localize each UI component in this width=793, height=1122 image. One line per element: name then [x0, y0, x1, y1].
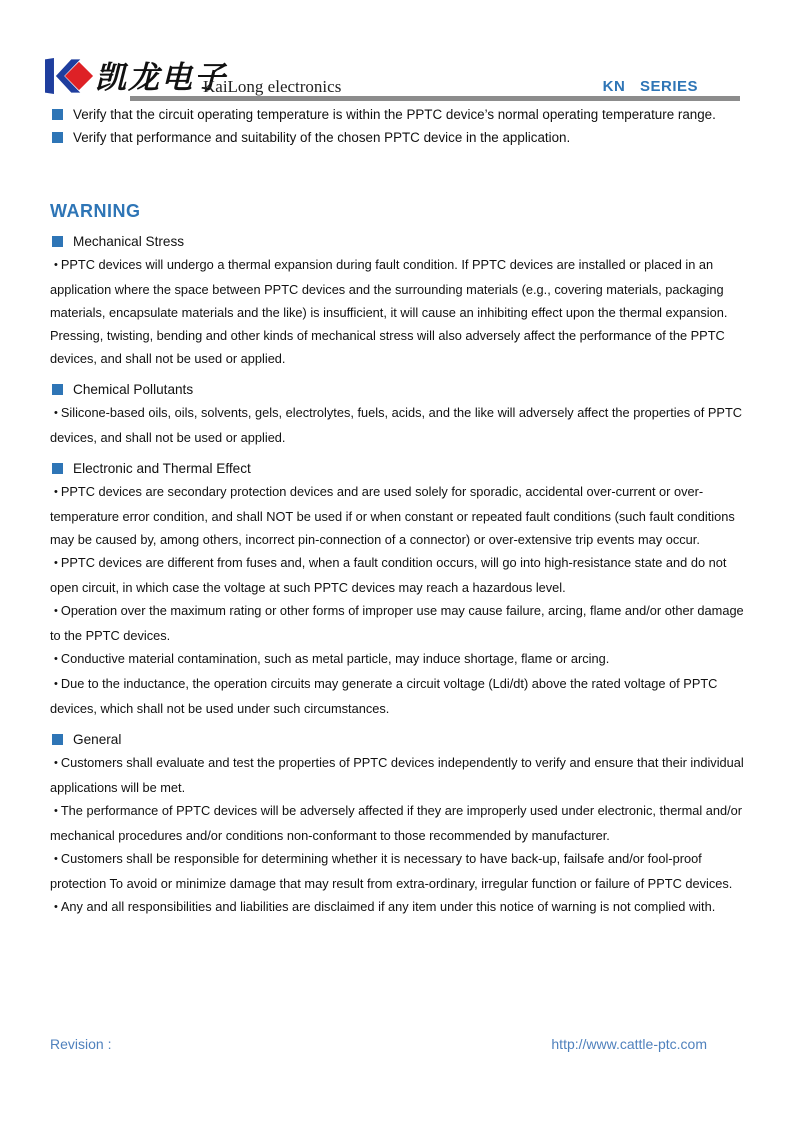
- logo-chinese-text: 凯龙电子: [95, 60, 227, 96]
- paragraph-text: Due to the inductance, the operation circuits may generate a circuit voltage (Ldi/dt) above the rated voltage of PPTC devices, which shall not be used under such circumstances.: [50, 676, 718, 716]
- bullet-icon: [50, 899, 61, 914]
- paragraph-text: The performance of PPTC devices will be adversely affected if they are improperly used under electronic, thermal and/or mechanical procedures and/or conditions non-conformant to those recommended by manufacturer.: [50, 803, 743, 843]
- header-divider: [130, 96, 740, 101]
- paragraph-text: Customers shall be responsible for determining whether it is necessary to have back-up, failsafe and/or fool-proof protection To avoid or minimize damage that may result from extra-ordinary, irregular function or failure of PPTC devices.: [50, 851, 733, 891]
- bullet-icon: [50, 484, 61, 499]
- bullet-icon: [50, 755, 61, 770]
- paragraph-text: Operation over the maximum rating or other forms of improper use may cause failure, arcing, flame and/or other damage to the PPTC devices.: [50, 603, 744, 643]
- bullet-icon: [50, 803, 61, 818]
- warning-paragraph: [50, 847, 747, 895]
- section-heading-text: Electronic and Thermal Effect: [73, 461, 251, 476]
- warning-paragraph: [50, 253, 747, 370]
- intro-bullet-text: Verify that performance and suitability of the chosen PPTC device in the application.: [73, 130, 571, 145]
- bullet-icon: [50, 651, 61, 666]
- paragraph-text: Customers shall evaluate and test the properties of PPTC devices independently to verify and ensure that their individual applications will be met.: [50, 755, 744, 795]
- intro-bullet-text: Verify that the circuit operating temperature is within the PPTC device’s normal operating temperature range.: [73, 107, 716, 122]
- section-heading-text: Chemical Pollutants: [73, 382, 194, 397]
- warning-paragraph: [50, 751, 747, 799]
- warning-paragraph: [50, 672, 747, 720]
- kailong-logo-icon: [45, 48, 95, 109]
- section-heading-general: [50, 729, 747, 751]
- bullet-square-icon: [52, 132, 63, 143]
- warning-paragraph: [50, 895, 747, 920]
- intro-bullet-item: [50, 103, 747, 126]
- section-heading-electronic-thermal-effect: [50, 458, 747, 480]
- section-heading-text: General: [73, 732, 122, 747]
- warning-paragraph: [50, 799, 747, 847]
- logo-english-text: KaiLong electronics: [203, 77, 342, 96]
- bullet-icon: [50, 676, 61, 691]
- series-label: KN SERIES: [602, 78, 698, 95]
- paragraph-text: Silicone-based oils, oils, solvents, gels, electrolytes, fuels, acids, and the like will adversely affect the properties of PPTC devices, and shall not be used or applied.: [50, 405, 743, 445]
- website-link[interactable]: http://www.cattle-ptc.com: [551, 1036, 707, 1052]
- section-heading-chemical-pollutants: [50, 379, 747, 401]
- bullet-icon: [50, 603, 61, 618]
- warning-paragraph: [50, 599, 747, 647]
- bullet-icon: [50, 555, 61, 570]
- bullet-square-icon: [52, 384, 63, 395]
- bullet-square-icon: [52, 463, 63, 474]
- paragraph-text: Any and all responsibilities and liabilities are disclaimed if any item under this notice of warning is not complied with.: [60, 899, 716, 914]
- section-heading-text: Mechanical Stress: [73, 234, 185, 249]
- warning-paragraph: [50, 401, 747, 449]
- paragraph-text: PPTC devices will undergo a thermal expansion during fault condition. If PPTC devices are installed or placed in an application where the space between PPTC devices and the surrounding materials (e.g., covering materials, packaging materials, encapsulate materials and the like) is insufficient, it will cause an inhibiting effect upon the thermal expansion. Pressing, twisting, bending and other kinds of mechanical stress will also adversely affect the performance of the PPTC devices, and shall not be used or applied.: [50, 257, 728, 366]
- bullet-icon: [50, 257, 61, 272]
- bullet-icon: [50, 405, 61, 420]
- section-heading-mechanical-stress: [50, 231, 747, 253]
- warning-paragraph: [50, 647, 747, 672]
- bullet-square-icon: [52, 236, 63, 247]
- warning-paragraph: [50, 480, 747, 551]
- bullet-square-icon: [52, 109, 63, 120]
- intro-bullet-item: [50, 126, 747, 149]
- page-header: [0, 0, 793, 104]
- paragraph-text: PPTC devices are different from fuses and, when a fault condition occurs, will go into high-resistance state and do not open circuit, in which case the voltage at such PPTC devices may reach a hazardous level.: [50, 555, 727, 595]
- warning-paragraph: [50, 551, 747, 599]
- warning-title: WARNING: [50, 201, 141, 221]
- paragraph-text: Conductive material contamination, such as metal particle, may induce shortage, flame or arcing.: [60, 651, 610, 666]
- paragraph-text: PPTC devices are secondary protection devices and are used solely for sporadic, accidental over-current or over-temperature error condition, and shall NOT be used if or when constant or repeated fault conditions (such fault conditions may be caused by, among others, incorrect pin-connection of a connector) or over-extensive trip events may occur.: [50, 484, 735, 547]
- bullet-square-icon: [52, 734, 63, 745]
- bullet-icon: [50, 851, 61, 866]
- page-content: [50, 103, 747, 920]
- revision-label: Revision :: [50, 1036, 112, 1052]
